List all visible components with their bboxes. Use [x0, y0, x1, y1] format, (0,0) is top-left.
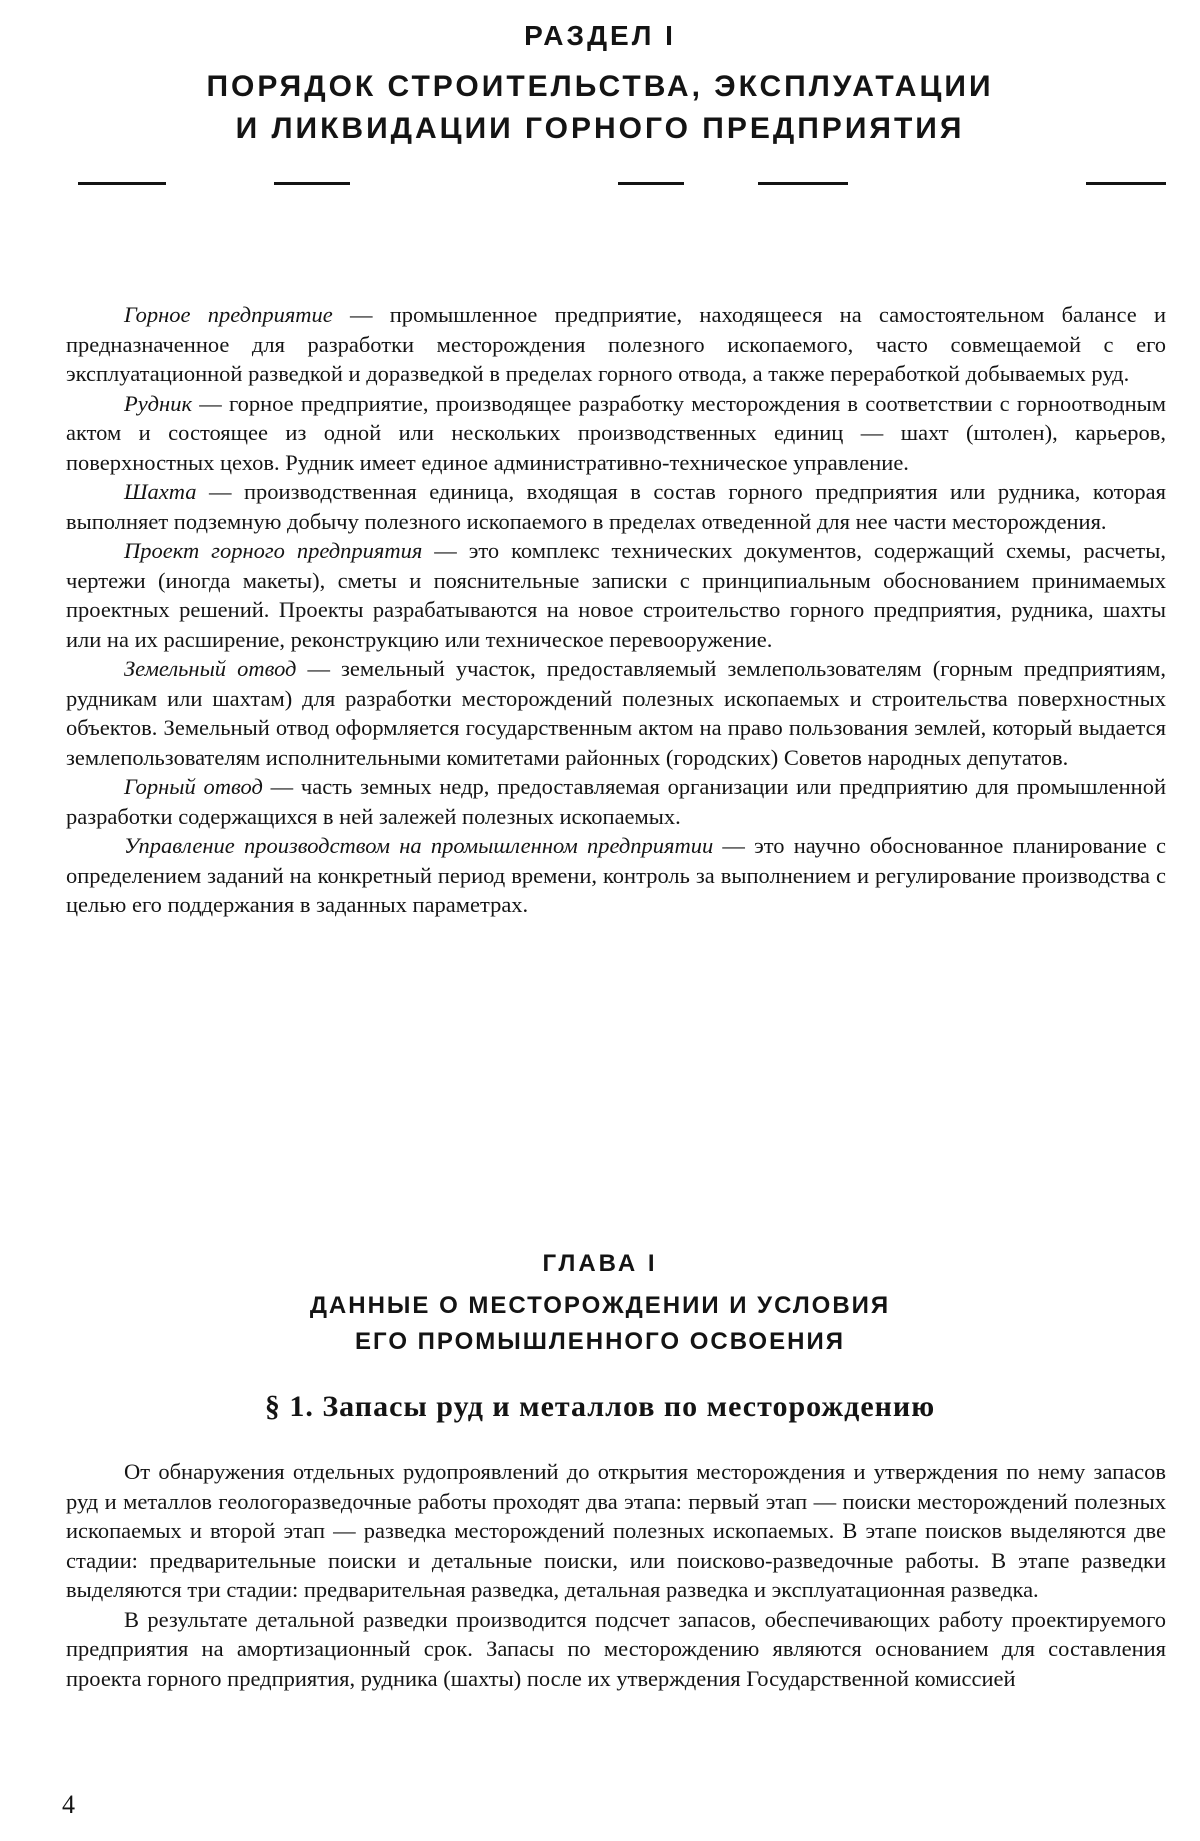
definition-term: Рудник	[124, 390, 192, 416]
definition-text: — производственная единица, входящая в состав горного предприятия или рудника, которая выполняет подземную добычу полезного ископаемого в пределах отведенной для нее части месторождения.	[66, 479, 1166, 534]
definition-text: — это комплекс технических документов, содержащий схемы, расчеты, чертежи (иногда макеты), сметы и пояснительные записки с принципиальным обоснованием принимаемых проектных решений. Проекты разрабатываются на новое строительство горного предприятия, рудника, шахты или на их расширение, реконструкцию или техническое перевооружение.	[66, 538, 1167, 652]
definition-paragraph	[66, 536, 1166, 654]
section-title-line-2: И ЛИКВИДАЦИИ ГОРНОГО ПРЕДПРИЯТИЯ	[235, 112, 965, 145]
section-title	[0, 66, 1200, 150]
definitions-block	[66, 300, 1166, 920]
chapter-title-line-1: ДАННЫЕ О МЕСТОРОЖДЕНИИ И УСЛОВИЯ	[309, 1292, 891, 1319]
rule-segment	[618, 182, 684, 185]
section-title-line-1: ПОРЯДОК СТРОИТЕЛЬСТВА, ЭКСПЛУАТАЦИИ	[206, 70, 994, 103]
chapter-label: ГЛАВА I	[542, 1250, 658, 1277]
definition-term: Проект горного предприятия	[124, 538, 423, 563]
rule-segment	[1086, 182, 1166, 185]
definition-text: — это научно обоснованное планирование с определением заданий на конкретный период времени, контроль за выполнением и регулирование производства с целью его поддержания в заданных параметрах.	[66, 833, 1166, 917]
definition-paragraph	[66, 654, 1166, 772]
body-text-block	[66, 1457, 1166, 1693]
title-divider-rule	[78, 182, 1166, 185]
definition-text: — земельный участок, предоставляемый землепользователям (горным предприятиям, рудникам или шахтам) для разработки месторождений полезных ископаемых и строительства поверхностных объектов. Земельный отвод оформляется государственным актом на право пользования землей, который выдается землепользователям исполнительными комитетами районных (городских) Советов народных депутатов.	[66, 656, 1167, 770]
section-label: РАЗДЕЛ I	[524, 20, 676, 51]
body-paragraph: От обнаружения отдельных рудопроявлений до открытия месторождения и утверждения по нему запасов руд и металлов геологоразведочные работы проходят два этапа: первый этап — поиски месторождений полезных ископаемых и второй этап — разведка месторождений полезных ископаемых. В этапе поисков выделяются две стадии: предварительные поиски и детальные поиски, или поисково-разведочные работы. В этапе разведки выделяются три стадии: предварительная разведка, детальная разведка и эксплуатационная разведка.	[66, 1459, 1166, 1602]
definition-paragraph	[66, 772, 1166, 831]
definition-term: Горный отвод	[124, 774, 263, 799]
rule-segment	[758, 182, 848, 185]
definition-paragraph	[66, 389, 1166, 478]
page-number: 4	[62, 1790, 75, 1819]
definition-term: Горное предприятие	[124, 302, 333, 327]
rule-segment	[274, 182, 350, 185]
definition-term: Шахта	[124, 479, 197, 504]
paragraph-heading: § 1. Запасы руд и металлов по месторождению	[264, 1390, 936, 1423]
definition-paragraph	[66, 477, 1166, 536]
definition-text: — горное предприятие, производящее разработку месторождения в соответствии с горноотводным актом и состоящее из одной или нескольких производственных единиц — шахт (штолен), карьеров, поверхностных цехов. Рудник имеет единое административно-техническое управление.	[66, 390, 1166, 475]
definition-paragraph	[66, 831, 1166, 920]
definition-text: — промышленное предприятие, находящееся на самостоятельном балансе и предназначенное для разработки месторождения полезного ископаемого, часто совмещаемой с его эксплуатационной разведкой и доразведкой в пределах горного отвода, а также переработкой добываемых руд.	[66, 302, 1166, 386]
chapter-title-line-2: ЕГО ПРОМЫШЛЕННОГО ОСВОЕНИЯ	[355, 1328, 845, 1355]
definition-term: Управление производством на промышленном предприятии	[124, 833, 714, 858]
body-paragraph: В результате детальной разведки производится подсчет запасов, обеспечивающих работу проектируемого предприятия на амортизационный срок. Запасы по месторождению являются основанием для составления проекта горного предприятия, рудника (шахты) после их утверждения Государственной комиссией	[66, 1606, 1166, 1691]
definition-term: Земельный отвод	[124, 656, 297, 681]
definition-paragraph	[66, 300, 1166, 389]
rule-segment	[78, 182, 166, 185]
definition-text: — часть земных недр, предоставляемая организации или предприятию для промышленной разработки содержащихся в ней залежей полезных ископаемых.	[66, 774, 1166, 829]
chapter-title	[0, 1288, 1200, 1360]
